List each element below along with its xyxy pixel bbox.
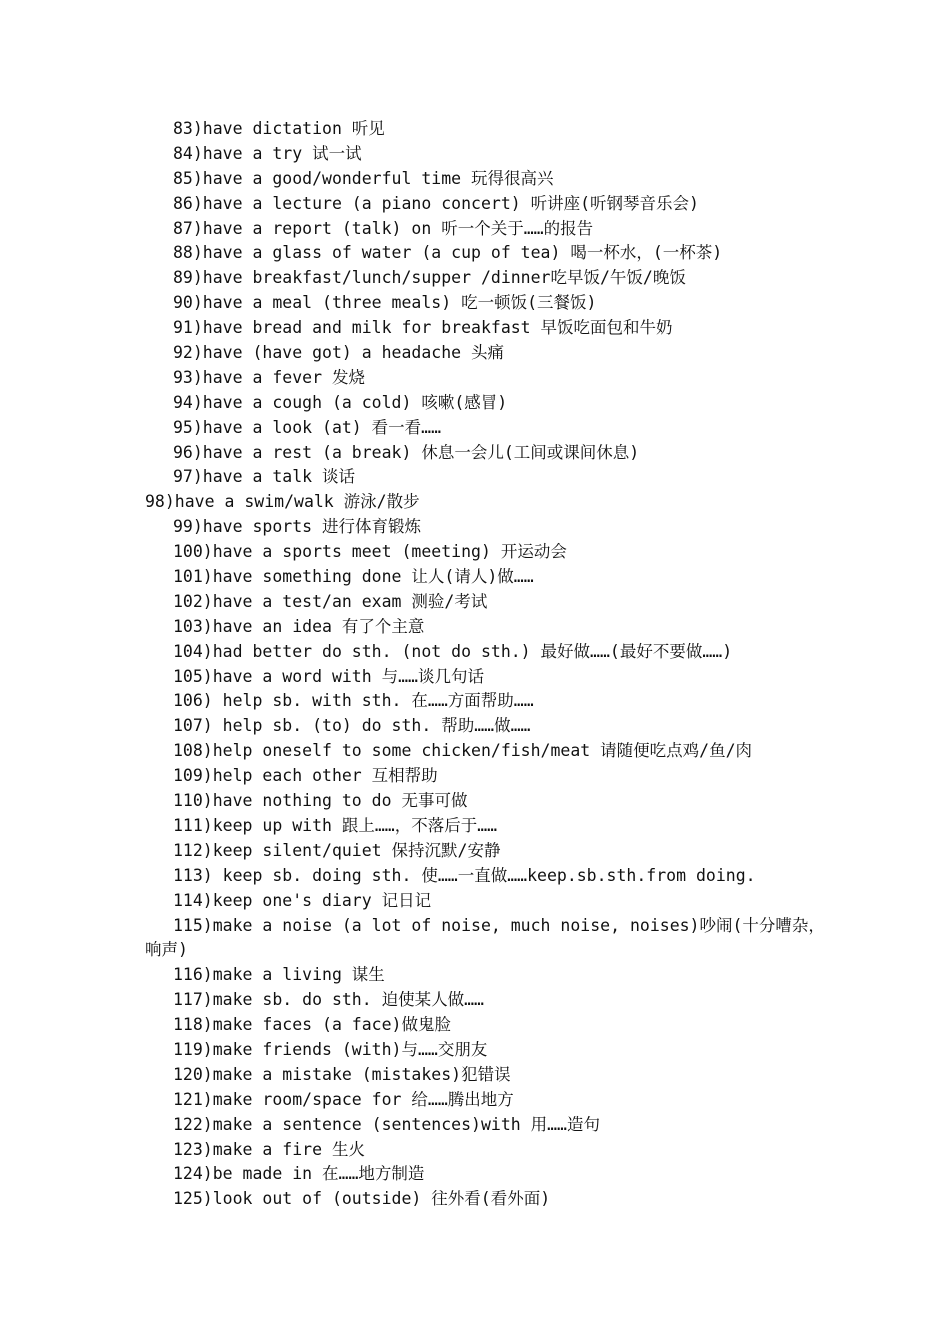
list-item: 104)had better do sth. (not do sth.) 最好做……(最好不要做……) (173, 641, 733, 661)
list-item: 96)have a rest (a break) 休息一会儿(工间或课间休息) (173, 442, 640, 462)
list-item: 90)have a meal (three meals) 吃一顿饭(三餐饭) (173, 293, 597, 313)
list-item: 115)make a noise (a lot of noise, much noise, noises)吵闹(十分嘈杂， (173, 915, 825, 935)
list-item: 111)keep up with 跟上……，不落后于…… (173, 815, 498, 835)
list-item: 95)have a look (at) 看一看…… (173, 417, 442, 437)
list-item: 105)have a word with 与……谈几句话 (173, 666, 484, 686)
list-item: 87)have a report (talk) on 听一个关于……的报告 (173, 218, 594, 238)
list-item: 99)have sports 进行体育锻炼 (173, 517, 422, 537)
list-item: 93)have a fever 发烧 (173, 367, 365, 387)
list-item: 107) help sb. (to) do sth. 帮助……做…… (173, 716, 531, 736)
list-item: 121)make room/space for 给……腾出地方 (173, 1089, 514, 1109)
list-item: 124)be made in 在……地方制造 (173, 1164, 425, 1184)
list-item: 110)have nothing to do 无事可做 (173, 791, 468, 811)
list-item: 86)have a lecture (a piano concert) 听讲座(听钢琴音乐会) (173, 193, 699, 213)
list-item: 91)have bread and milk for breakfast 早饭吃面包和牛奶 (173, 318, 673, 338)
list-item: 116)make a living 谋生 (173, 965, 385, 985)
list-item: 89)have breakfast/lunch/supper /dinner吃早饭/午饭/晚饭 (173, 268, 686, 288)
list-item: 114)keep one's diary 记日记 (173, 890, 432, 910)
list-item: 122)make a sentence (sentences)with 用……造句 (173, 1114, 600, 1134)
list-item: 102)have a test/an exam 测验/考试 (173, 591, 488, 611)
list-item: 98)have a swim/walk 游泳/散步 (145, 492, 420, 512)
list-item: 94)have a cough (a cold) 咳嗽(感冒) (173, 392, 508, 412)
list-item: 106) help sb. with sth. 在……方面帮助…… (173, 691, 534, 711)
list-item: 101)have something done 让人(请人)做…… (173, 567, 534, 587)
list-item: 118)make faces (a face)做鬼脸 (173, 1015, 451, 1035)
list-item: 119)make friends (with)与……交朋友 (173, 1039, 488, 1059)
list-item: 123)make a fire 生火 (173, 1139, 365, 1159)
list-item: 85)have a good/wonderful time 玩得很高兴 (173, 168, 554, 188)
list-item: 88)have a glass of water (a cup of tea) 喝一杯水，(一杯茶) (173, 243, 723, 263)
list-item: 100)have a sports meet (meeting) 开运动会 (173, 542, 567, 562)
list-item: 103)have an idea 有了个主意 (173, 616, 425, 636)
list-item: 112)keep silent/quiet 保持沉默/安静 (173, 840, 501, 860)
list-item: 125)look out of (outside) 往外看(看外面) (173, 1189, 551, 1209)
list-item: 108)help oneself to some chicken/fish/meat 请随便吃点鸡/鱼/肉 (173, 741, 753, 761)
list-item: 113) keep sb. doing sth. 使……一直做……keep.sb.sth.from doing. (173, 865, 756, 885)
list-item: 117)make sb. do sth. 迫使某人做…… (173, 990, 484, 1010)
list-item: 97)have a talk 谈话 (173, 467, 356, 487)
list-item-continuation: 响声) (145, 940, 188, 960)
list-item: 83)have dictation 听见 (173, 119, 385, 138)
phrase-list (0, 117, 950, 1212)
list-item: 92)have (have got) a headache 头痛 (173, 343, 505, 363)
list-item: 120)make a mistake (mistakes)犯错误 (173, 1064, 511, 1084)
list-item: 109)help each other 互相帮助 (173, 766, 438, 786)
list-item: 84)have a try 试一试 (173, 143, 362, 163)
